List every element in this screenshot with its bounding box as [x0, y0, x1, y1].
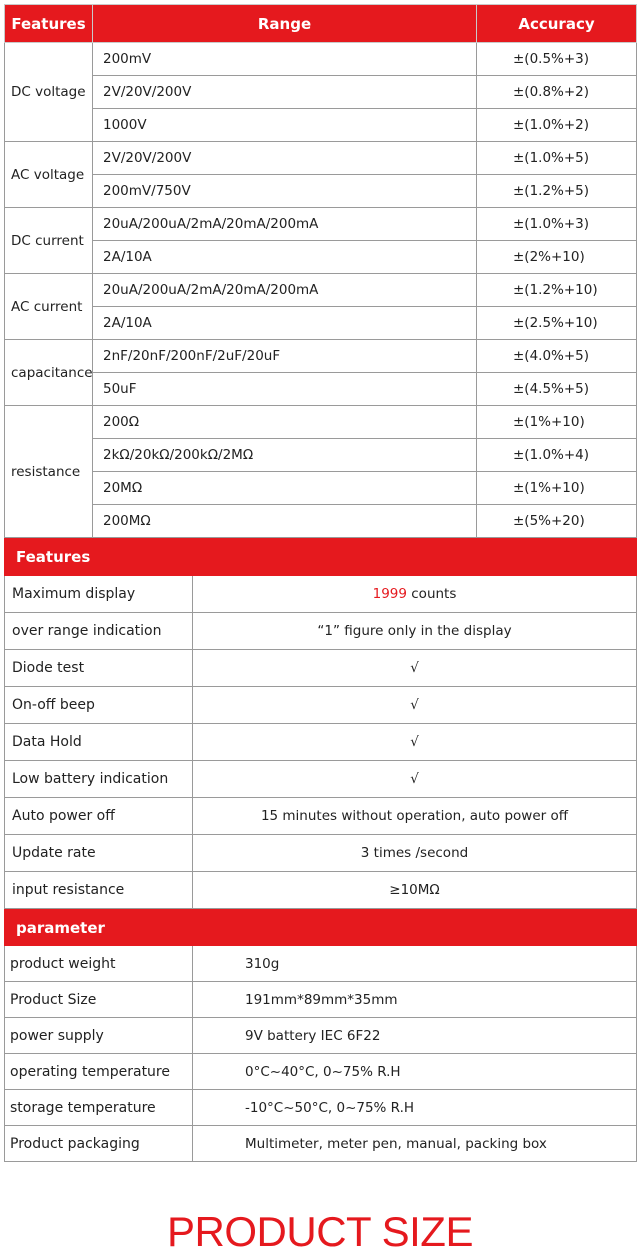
feature-row — [5, 761, 637, 798]
features-column-header: Features — [5, 5, 93, 43]
range-cell: 20MΩ — [93, 472, 477, 505]
parameter-label: operating temperature — [5, 1054, 193, 1090]
accuracy-cell: ±(4.0%+5) — [477, 340, 637, 373]
parameter-label: storage temperature — [5, 1090, 193, 1126]
spec-row — [5, 439, 637, 472]
accuracy-cell: ±(1%+10) — [477, 472, 637, 505]
range-cell: 200MΩ — [93, 505, 477, 538]
feature-label: Maximum display — [5, 576, 193, 613]
spec-row — [5, 142, 637, 175]
feature-value — [193, 576, 637, 613]
range-cell: 2V/20V/200V — [93, 76, 477, 109]
spec-row — [5, 373, 637, 406]
parameter-value: 310g — [193, 946, 637, 982]
accuracy-cell: ±(1.0%+4) — [477, 439, 637, 472]
feature-label: over range indication — [5, 613, 193, 650]
parameter-value: 191mm*89mm*35mm — [193, 982, 637, 1018]
accuracy-cell: ±(5%+20) — [477, 505, 637, 538]
spec-row — [5, 76, 637, 109]
range-cell: 20uA/200uA/2mA/20mA/200mA — [93, 208, 477, 241]
accuracy-cell: ±(1.2%+10) — [477, 274, 637, 307]
parameter-value: 0°C~40°C, 0~75% R.H — [193, 1054, 637, 1090]
feature-name: DC current — [5, 208, 93, 274]
max-count-unit: counts — [406, 586, 457, 602]
range-cell: 200Ω — [93, 406, 477, 439]
accuracy-cell: ±(1.2%+5) — [477, 175, 637, 208]
feature-value: √ — [193, 761, 637, 798]
feature-row — [5, 798, 637, 835]
accuracy-cell: ±(1%+10) — [477, 406, 637, 439]
accuracy-cell: ±(1.0%+3) — [477, 208, 637, 241]
range-cell: 20uA/200uA/2mA/20mA/200mA — [93, 274, 477, 307]
feature-row — [5, 835, 637, 872]
parameter-row — [5, 1126, 637, 1162]
parameter-label: Product Size — [5, 982, 193, 1018]
parameter-row — [5, 1018, 637, 1054]
product-size-title: PRODUCT SIZE — [167, 1208, 473, 1255]
spec-row — [5, 340, 637, 373]
parameter-table — [4, 909, 637, 1162]
accuracy-cell: ±(1.0%+2) — [477, 109, 637, 142]
accuracy-column-header: Accuracy — [477, 5, 637, 43]
spec-row — [5, 307, 637, 340]
features-section-title: Features — [5, 539, 193, 576]
feature-value: 3 times /second — [193, 835, 637, 872]
feature-value: “1” figure only in the display — [193, 613, 637, 650]
accuracy-cell: ±(2%+10) — [477, 241, 637, 274]
feature-value: √ — [193, 687, 637, 724]
parameter-header-row — [5, 910, 637, 946]
feature-row — [5, 687, 637, 724]
range-cell: 50uF — [93, 373, 477, 406]
feature-label: Low battery indication — [5, 761, 193, 798]
accuracy-cell: ±(0.5%+3) — [477, 43, 637, 76]
range-cell: 200mV — [93, 43, 477, 76]
feature-label: Update rate — [5, 835, 193, 872]
spec-sheet — [4, 4, 636, 1162]
range-cell: 2kΩ/20kΩ/200kΩ/2MΩ — [93, 439, 477, 472]
parameter-value: Multimeter, meter pen, manual, packing box — [193, 1126, 637, 1162]
feature-label: On-off beep — [5, 687, 193, 724]
feature-name: AC current — [5, 274, 93, 340]
feature-value: 15 minutes without operation, auto power off — [193, 798, 637, 835]
feature-value: √ — [193, 650, 637, 687]
spec-row — [5, 175, 637, 208]
parameter-label: Product packaging — [5, 1126, 193, 1162]
parameter-row — [5, 946, 637, 982]
parameter-row — [5, 1054, 637, 1090]
spec-row — [5, 505, 637, 538]
feature-name: capacitance — [5, 340, 93, 406]
feature-row — [5, 613, 637, 650]
parameter-row — [5, 1090, 637, 1126]
accuracy-cell: ±(0.8%+2) — [477, 76, 637, 109]
feature-name: resistance — [5, 406, 93, 538]
accuracy-cell: ±(4.5%+5) — [477, 373, 637, 406]
spec-row — [5, 274, 637, 307]
spec-row — [5, 472, 637, 505]
accuracy-cell: ±(2.5%+10) — [477, 307, 637, 340]
feature-label: Data Hold — [5, 724, 193, 761]
spec-row — [5, 208, 637, 241]
range-cell: 1000V — [93, 109, 477, 142]
parameter-label: power supply — [5, 1018, 193, 1054]
accuracy-cell: ±(1.0%+5) — [477, 142, 637, 175]
feature-row — [5, 724, 637, 761]
range-cell: 2A/10A — [93, 241, 477, 274]
features-header-row — [5, 539, 637, 576]
features-table — [4, 538, 637, 909]
parameter-value: -10°C~50°C, 0~75% R.H — [193, 1090, 637, 1126]
feature-label: input resistance — [5, 872, 193, 909]
range-cell: 2nF/20nF/200nF/2uF/20uF — [93, 340, 477, 373]
parameter-value: 9V battery IEC 6F22 — [193, 1018, 637, 1054]
range-cell: 200mV/750V — [93, 175, 477, 208]
range-column-header: Range — [93, 5, 477, 43]
feature-label: Auto power off — [5, 798, 193, 835]
spec-row — [5, 109, 637, 142]
feature-name: AC voltage — [5, 142, 93, 208]
spec-table — [4, 4, 637, 538]
feature-name: DC voltage — [5, 43, 93, 142]
feature-row — [5, 872, 637, 909]
parameter-row — [5, 982, 637, 1018]
feature-label: Diode test — [5, 650, 193, 687]
feature-value: √ — [193, 724, 637, 761]
parameter-section-title: parameter — [5, 910, 193, 946]
spec-row — [5, 43, 637, 76]
feature-row — [5, 650, 637, 687]
spec-row — [5, 406, 637, 439]
range-cell: 2V/20V/200V — [93, 142, 477, 175]
max-count-number: 1999 — [372, 586, 407, 602]
spec-header-row — [5, 5, 637, 43]
spec-row — [5, 241, 637, 274]
feature-row — [5, 576, 637, 613]
range-cell: 2A/10A — [93, 307, 477, 340]
feature-value: ≥10MΩ — [193, 872, 637, 909]
parameter-label: product weight — [5, 946, 193, 982]
